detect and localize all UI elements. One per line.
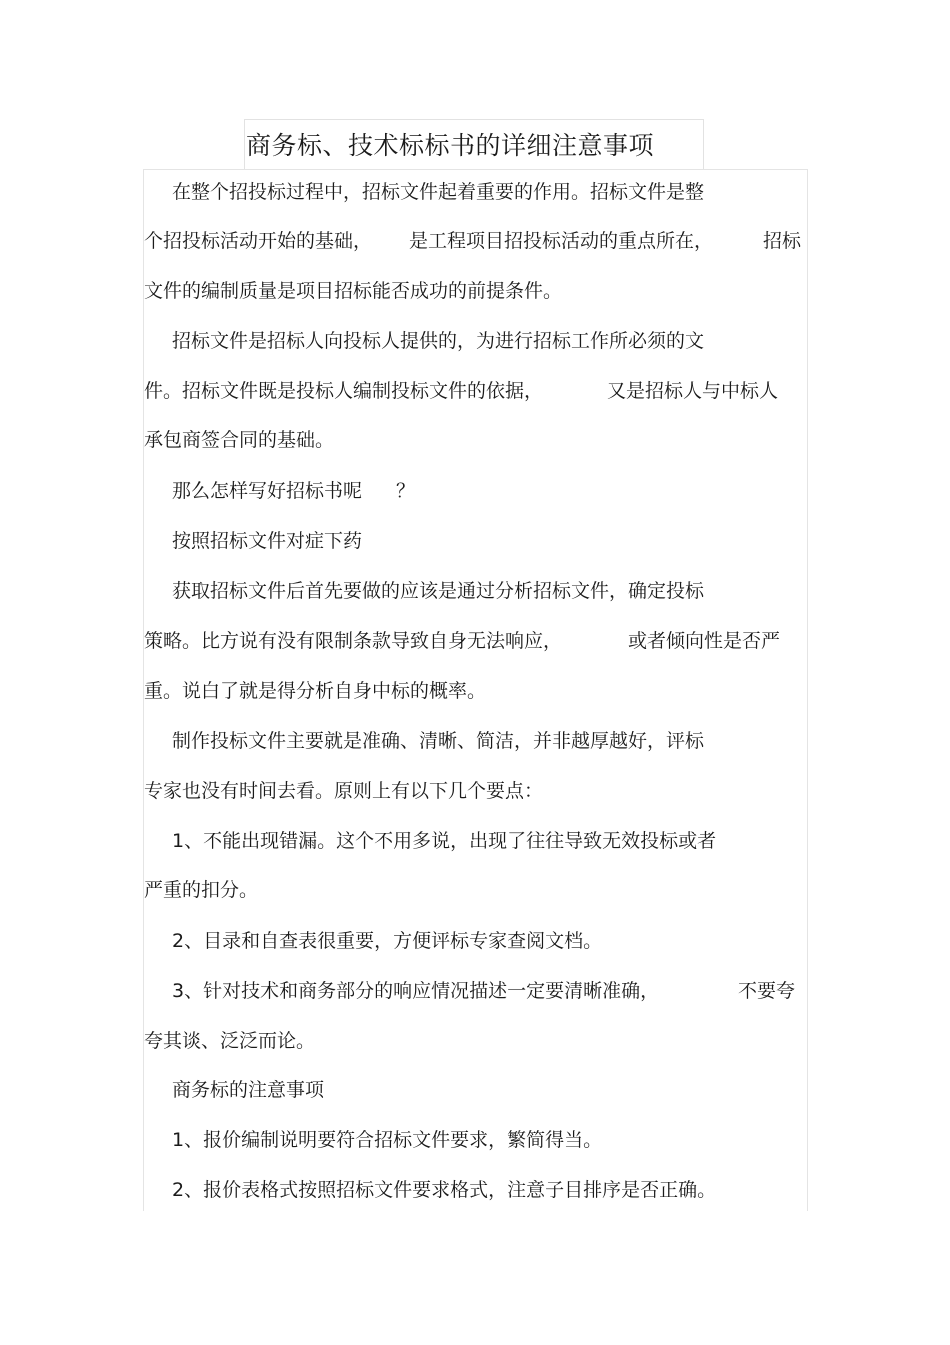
paragraph-6-line-1: 制作投标文件主要就是准确、清晰、简洁，并非越厚越好，评标: [172, 730, 705, 752]
paragraph-1-line-2-part-2: 是工程项目招投标活动的重点所在，: [409, 230, 714, 252]
paragraph-9-line-1-part-2: 不要夸: [738, 980, 796, 1002]
paragraph-3-line-1: [172, 477, 472, 505]
paragraph-5-line-1: 获取招标文件后首先要做的应该是通过分析招标文件，确定投标: [172, 580, 705, 602]
paragraph-4-line-1: 按照招标文件对症下药: [172, 530, 363, 552]
paragraph-5-line-2-part-1: 策略。比方说有没有限制条款导致自身无法响应，: [144, 630, 563, 652]
paragraph-7-line-1: 1、不能出现错漏。这个不用多说，出现了往往导致无效投标或者: [172, 830, 717, 852]
paragraph-11-line-1: 1、报价编制说明要符合招标文件要求，繁简得当。: [172, 1129, 603, 1151]
paragraph-9-line-2: 夸其谈、泛泛而论。: [144, 1030, 316, 1052]
paragraph-10-line-1: 商务标的注意事项: [172, 1079, 325, 1101]
paragraph-6-line-2: 专家也没有时间去看。原则上有以下几个要点：: [144, 780, 544, 802]
paragraph-5-line-3: 重。说白了就是得分析自身中标的概率。: [144, 680, 487, 702]
paragraph-3-line-1-part-1: 那么怎样写好招标书呢: [172, 480, 363, 502]
paragraph-1-line-3: 文件的编制质量是项目招标能否成功的前提条件。: [144, 280, 563, 302]
paragraph-7-line-2: 严重的扣分。: [144, 879, 259, 901]
paragraph-5-line-2: [144, 627, 808, 655]
paragraph-2-line-2: [144, 377, 808, 405]
document-title: 商务标、技术标标书的详细注意事项: [246, 131, 655, 160]
paragraph-1-line-2-part-1: 个招投标活动开始的基础，: [144, 230, 373, 252]
paragraph-8-line-1: 2、目录和自查表很重要，方便评标专家查阅文档。: [172, 930, 603, 952]
paragraph-2-line-1: 招标文件是招标人向投标人提供的，为进行招标工作所必须的文: [172, 330, 705, 352]
paragraph-9-line-1-part-1: 3、针对技术和商务部分的响应情况描述一定要清晰准确，: [172, 980, 660, 1002]
paragraph-2-line-3: 承包商签合同的基础。: [144, 429, 335, 451]
paragraph-2-line-2-part-2: 又是招标人与中标人: [607, 380, 779, 402]
paragraph-1-line-2: [144, 227, 808, 255]
paragraph-9-line-1: [172, 977, 806, 1005]
paragraph-1-line-2-part-3: 招标: [763, 230, 802, 252]
paragraph-2-line-2-part-1: 件。招标文件既是投标人编制投标文件的依据，: [144, 380, 544, 402]
paragraph-5-line-2-part-2: 或者倾向性是否严: [628, 630, 781, 652]
paragraph-12-line-1: 2、报价表格式按照招标文件要求格式，注意子目排序是否正确。: [172, 1179, 717, 1201]
paragraph-3-line-1-part-2: ？: [396, 480, 416, 502]
paragraph-1-line-1: 在整个招投标过程中，招标文件起着重要的作用。招标文件是整: [172, 181, 705, 203]
